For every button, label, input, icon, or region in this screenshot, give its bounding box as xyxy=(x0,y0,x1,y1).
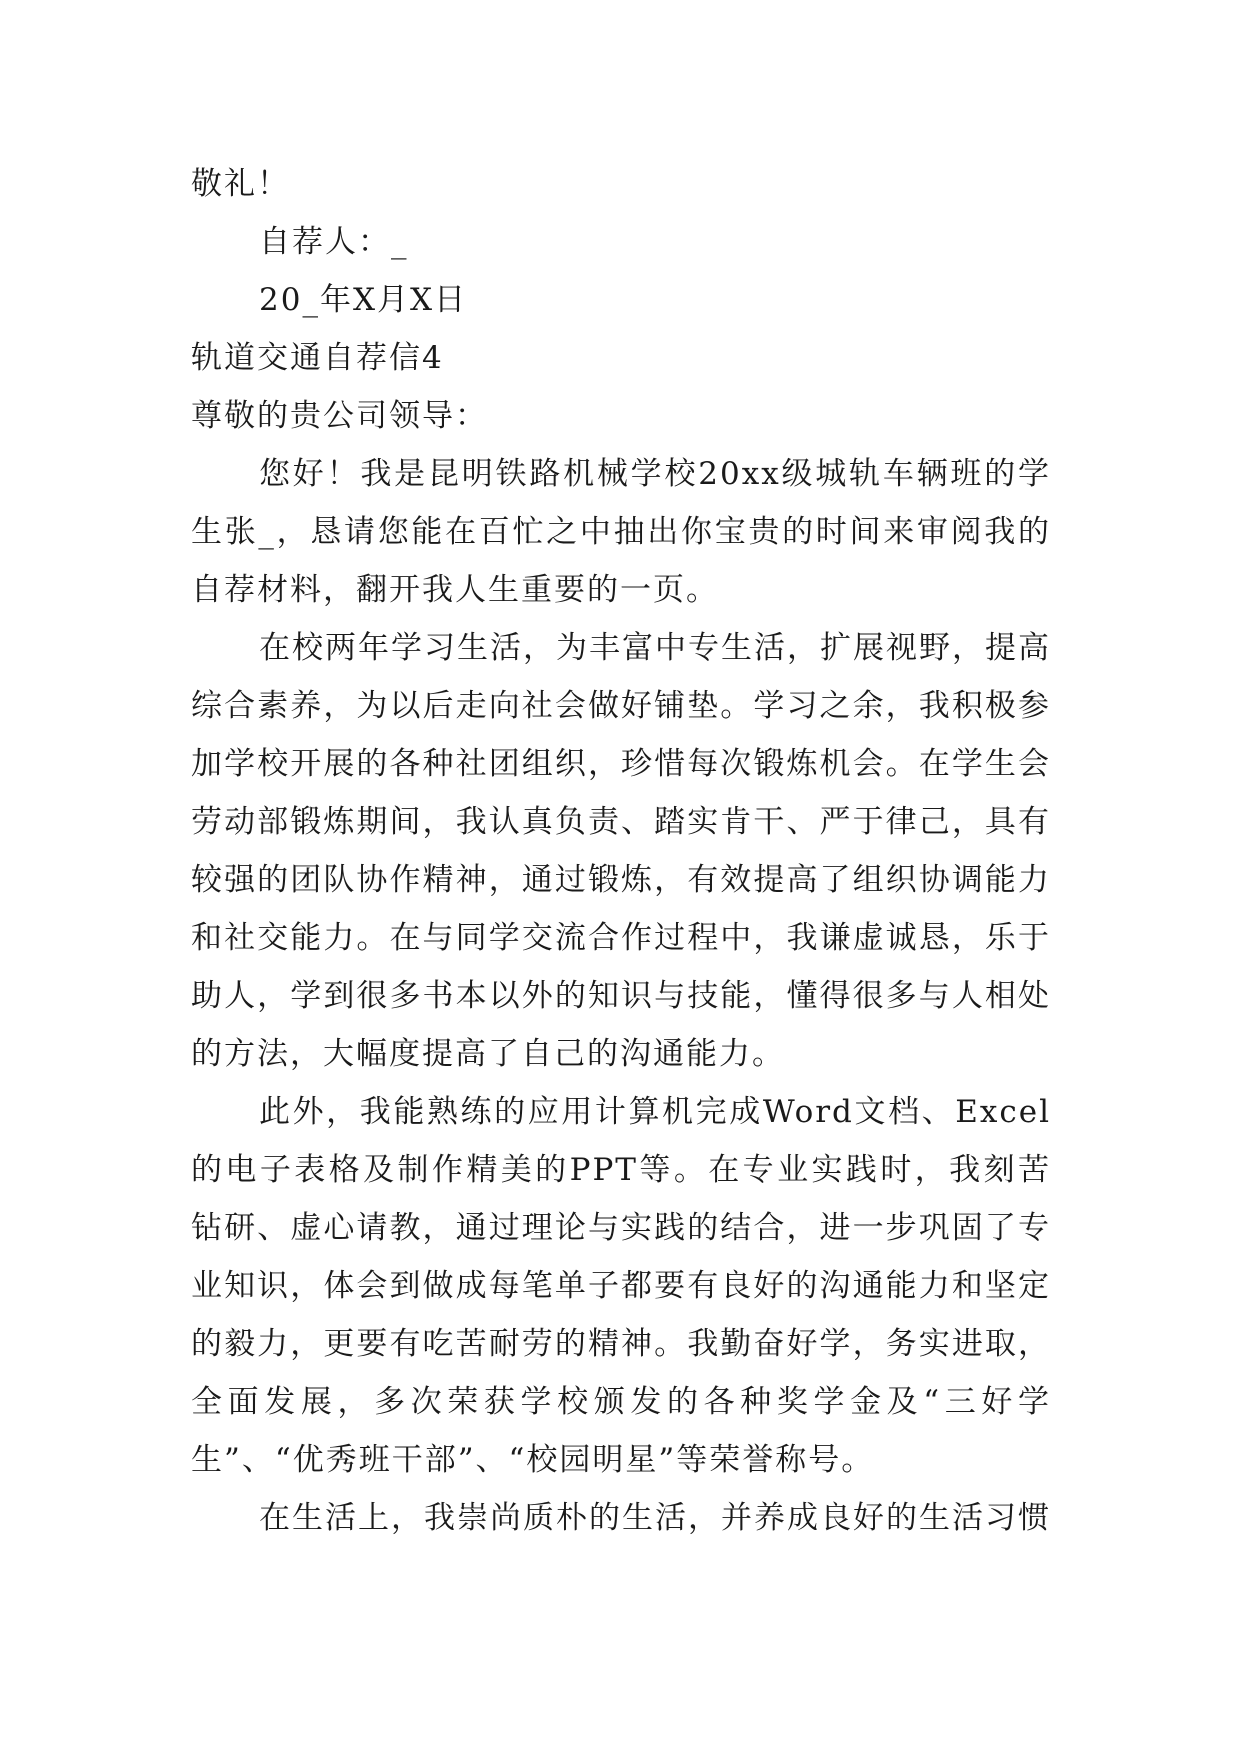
date-line: 20_年X月X日 xyxy=(259,282,468,318)
document-page xyxy=(191,155,1051,1547)
salutation-line: 尊敬的贵公司领导： xyxy=(191,398,488,434)
letter-title: 轨道交通自荐信4 xyxy=(191,340,444,376)
paragraph-daily-life: 在生活上，我崇尚质朴的生活，并养成良好的生活习惯 xyxy=(259,1500,1051,1536)
paragraph-skills: 此外，我能熟练的应用计算机完成Word文档、Excel的电子表格及制作精美的PPT等。在专业实践时，我刻苦钻研、虚心请教，通过理论与实践的结合，进一步巩固了专业知识，体会到做成每笔单子都要有良好的沟通能力和坚定的毅力，更要有吃苦耐劳的精神。我勤奋好学，务实进取，全面发展，多次荣获学校颁发的各种奖学金及“三好学生”、“优秀班干部”、“校园明星”等荣誉称号。 xyxy=(191,1094,1051,1478)
closing-line: 敬礼！ xyxy=(191,166,290,202)
paragraph-greeting: 您好！我是昆明铁路机械学校20xx级城轨车辆班的学生张_，恳请您能在百忙之中抽出你宝贵的时间来审阅我的自荐材料，翻开我人生重要的一页。 xyxy=(191,456,1051,608)
paragraph-school-life: 在校两年学习生活，为丰富中专生活，扩展视野，提高综合素养，为以后走向社会做好铺垫。学习之余，我积极参加学校开展的各种社团组织，珍惜每次锻炼机会。在学生会劳动部锻炼期间，我认真负责、踏实肯干、严于律己，具有较强的团队协作精神，通过锻炼，有效提高了组织协调能力和社交能力。在与同学交流合作过程中，我谦虚诚恳，乐于助人，学到很多书本以外的知识与技能，懂得很多与人相处的方法，大幅度提高了自己的沟通能力。 xyxy=(191,630,1051,1072)
signature-line: 自荐人：_ xyxy=(259,224,409,260)
